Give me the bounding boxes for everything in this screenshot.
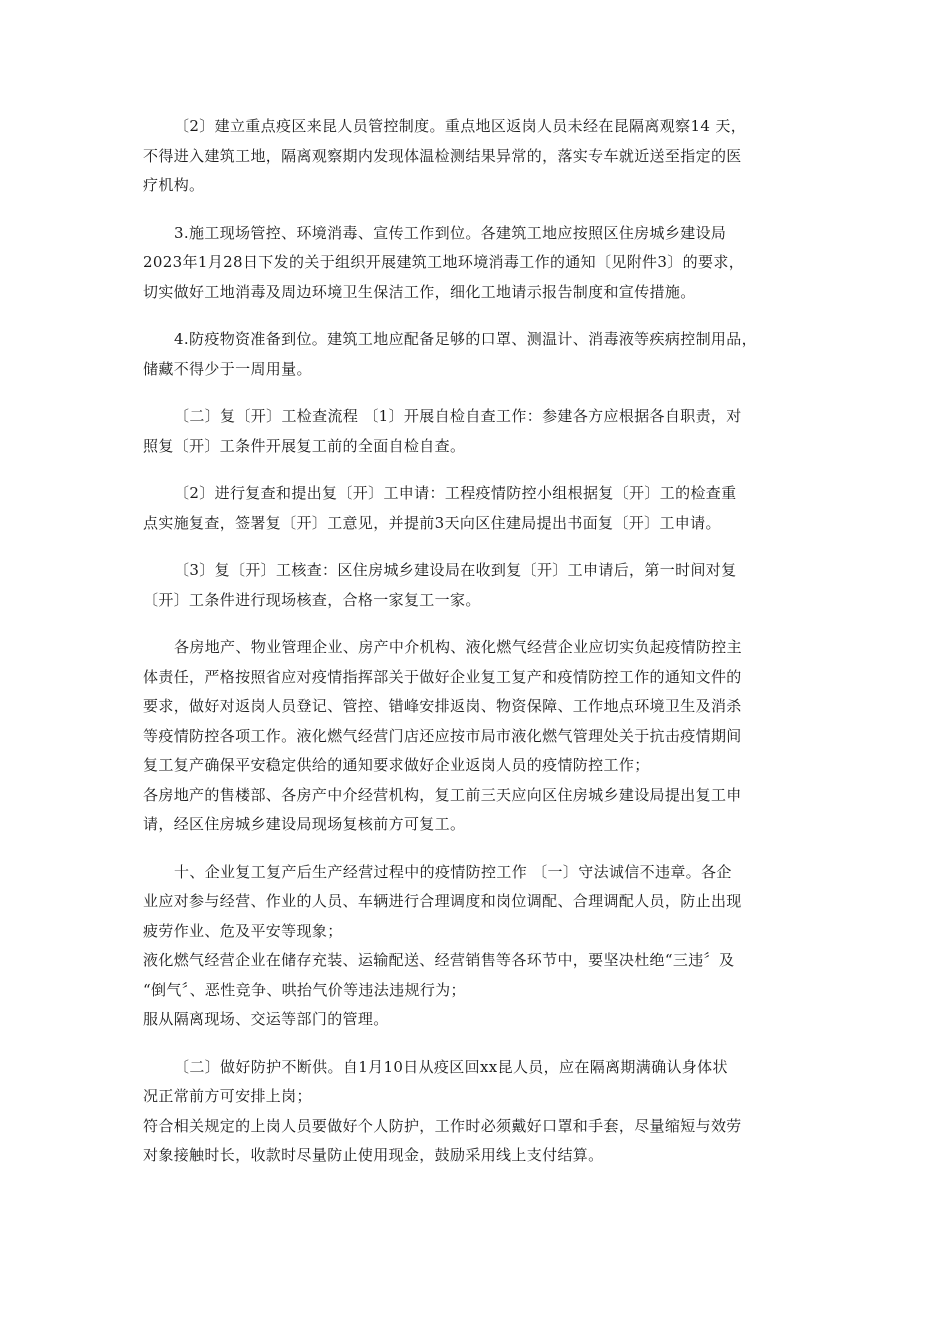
paragraph (143, 402, 813, 461)
paragraph (143, 479, 813, 538)
paragraph (143, 112, 813, 201)
text-line: 〔2〕建立重点疫区来昆人员管控制度。重点地区返岗人员未经在昆隔离观察14 天， (174, 117, 747, 135)
text-line: 十、企业复工复产后生产经营过程中的疫情防控工作 〔一〕守法诚信不违章。各企 (174, 862, 732, 881)
text-line: 照复〔开〕工条件开展复工前的全面自检自查。 (143, 436, 466, 455)
text-line: 疲劳作业、危及平安等现象； (143, 921, 343, 940)
text-line: 〔二〕做好防护不断供。自1月10日从疫区回xx昆人员，应在隔离期满确认身体状 (174, 1057, 728, 1076)
paragraph (143, 219, 813, 308)
text-line: 符合相关规定的上岗人员要做好个人防护，工作时必须戴好口罩和手套，尽量缩短与效劳 (143, 1116, 742, 1135)
document-body (143, 112, 813, 1189)
text-line: 等疫情防控各项工作。液化燃气经营门店还应按市局市液化燃气管理处关于抗击疫情期间 (143, 726, 742, 745)
text-line: 储藏不得少于一周用量。 (143, 359, 312, 378)
text-line: “倒气〞、恶性竞争、哄抬气价等违法违规行为； (143, 980, 466, 999)
text-line: 要求，做好对返岗人员登记、管控、错峰安排返岗、物资保障、工作地点环境卫生及消杀 (143, 697, 742, 715)
text-line: 切实做好工地消毒及周边环境卫生保洁工作，细化工地请示报告制度和宣传措施。 (143, 282, 696, 301)
text-line: 〔二〕复〔开〕工检查流程 〔1〕开展自检自查工作：参建各方应根据各自职责，对 (174, 407, 742, 425)
text-line: 3.施工现场管控、环境消毒、宣传工作到位。各建筑工地应按照区住房城乡建设局 (174, 223, 727, 242)
text-line: 〔2〕进行复查和提出复〔开〕工申请：工程疫情防控小组根据复〔开〕工的检查重 (174, 484, 737, 502)
text-line: 对象接触时长，收款时尽量防止使用现金，鼓励采用线上支付结算。 (143, 1146, 604, 1164)
text-line: 各房地产的售楼部、各房产中介经营机构，复工前三天应向区住房城乡建设局提出复工申 (143, 785, 742, 804)
text-line: 〔3〕复〔开〕工核查：区住房城乡建设局在收到复〔开〕工申请后，第一时间对复 (174, 561, 737, 579)
paragraph (143, 325, 813, 384)
text-line: 〔开〕工条件进行现场核查，合格一家复工一家。 (143, 590, 481, 609)
text-line: 体责任，严格按照省应对疫情指挥部关于做好企业复工复产和疫情防控工作的通知文件的 (143, 667, 742, 686)
text-line: 液化燃气经营企业在储存充装、运输配送、经营销售等各环节中，要坚决杜绝“三违〞及 (143, 951, 735, 969)
text-line: 各房地产、物业管理企业、房产中介机构、液化燃气经营企业应切实负起疫情防控主 (174, 638, 742, 656)
paragraph (143, 556, 813, 615)
text-line: 不得进入建筑工地，隔离观察期内发现体温检测结果异常的，落实专车就近送至指定的医 (143, 146, 742, 165)
paragraph (143, 633, 813, 840)
text-line: 况正常前方可安排上岗； (143, 1087, 312, 1105)
text-line: 复工复产确保平安稳定供给的通知要求做好企业返岗人员的疫情防控工作； (143, 756, 650, 774)
text-line: 疗机构。 (143, 176, 205, 194)
paragraph (143, 858, 813, 1035)
text-line: 服从隔离现场、交运等部门的管理。 (143, 1010, 389, 1028)
text-line: 业应对参与经营、作业的人员、车辆进行合理调度和岗位调配、合理调配人员，防止出现 (143, 892, 742, 910)
paragraph (143, 1053, 813, 1171)
text-line: 点实施复查，签署复〔开〕工意见，并提前3天向区住建局提出书面复〔开〕工申请。 (143, 513, 721, 532)
text-line: 4.防疫物资准备到位。建筑工地应配备足够的口罩、测温计、消毒液等疾病控制用品， (174, 330, 757, 348)
text-line: 2023年1月28日下发的关于组织开展建筑工地环境消毒工作的通知〔见附件3〕的要求， (143, 253, 745, 271)
text-line: 请，经区住房城乡建设局现场复核前方可复工。 (143, 815, 466, 833)
